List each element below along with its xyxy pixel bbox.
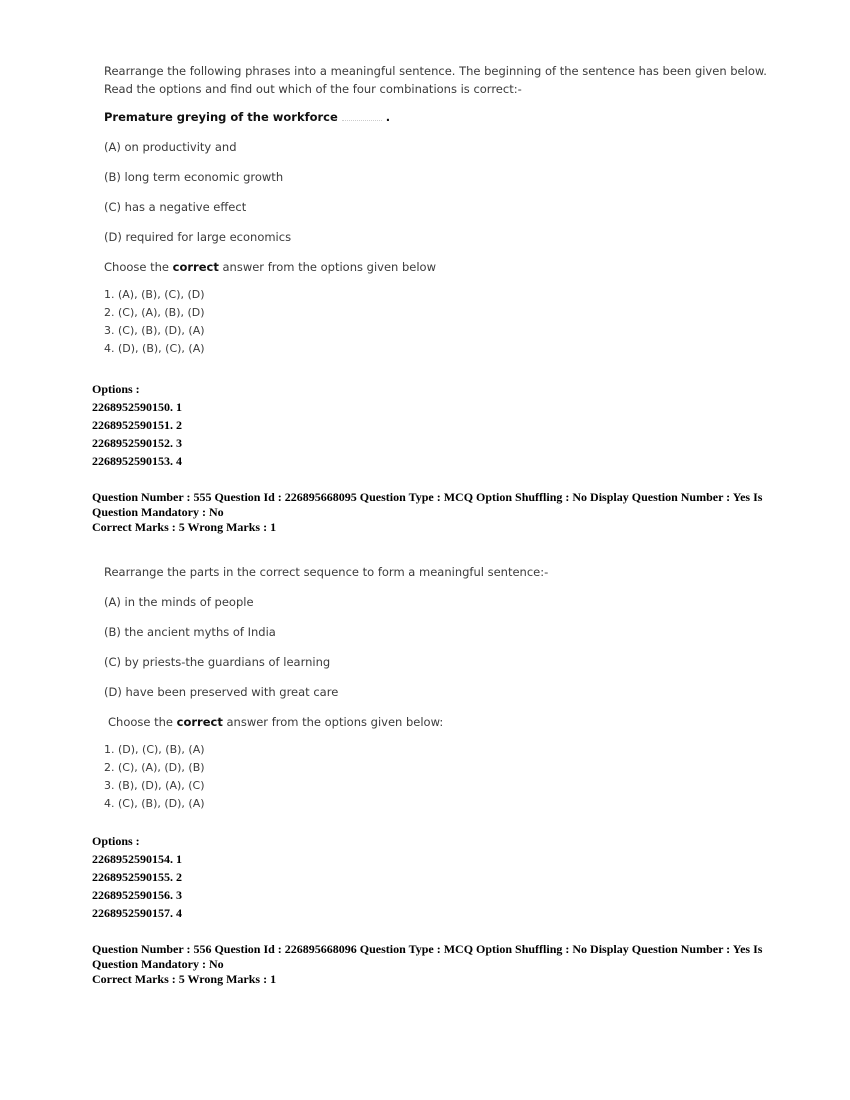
choose-bold: correct	[172, 260, 219, 274]
phrase-d: (D) required for large economics	[104, 230, 292, 244]
choose-bold: correct	[176, 715, 223, 729]
phrase-c: (C) by priests-the guardians of learning	[104, 655, 331, 669]
sentence-beginning-text: Premature greying of the workforce	[104, 110, 338, 124]
answer-combination-1: 1. (A), (B), (C), (D)	[104, 288, 205, 301]
options-title: Options :	[92, 382, 140, 396]
options-block-555	[92, 832, 182, 922]
question-meta-555	[92, 490, 772, 535]
question-meta-line-1: Question Number : 555 Question Id : 226895668095 Question Type : MCQ Option Shuffling : No Display Question Number : Yes Is	[92, 490, 763, 504]
choose-post: answer from the options given below	[222, 260, 436, 274]
phrase-b: (B) long term economic growth	[104, 170, 284, 184]
question-meta-556	[92, 942, 772, 987]
question-meta-line-2: Question Mandatory : No	[92, 505, 224, 519]
answer-combination-2: 2. (C), (A), (B), (D)	[104, 306, 205, 319]
phrase-b: (B) the ancient myths of India	[104, 625, 276, 639]
question-stem-line-1: Rearrange the following phrases into a meaningful sentence. The beginning of the sentence has been given below.	[104, 64, 767, 78]
fill-blank	[342, 120, 382, 121]
option-id-3: 2268952590156. 3	[92, 888, 182, 902]
option-id-2: 2268952590151. 2	[92, 418, 182, 432]
answer-combination-3: 3. (C), (B), (D), (A)	[104, 324, 205, 337]
question-555-body	[104, 563, 804, 813]
answer-combination-4: 4. (C), (B), (D), (A)	[104, 797, 205, 810]
option-id-4: 2268952590153. 4	[92, 454, 182, 468]
option-id-3: 2268952590152. 3	[92, 436, 182, 450]
choose-post: answer from the options given below:	[226, 715, 444, 729]
sentence-end-mark: .	[385, 110, 391, 124]
question-meta-line-3: Correct Marks : 5 Wrong Marks : 1	[92, 520, 277, 534]
choose-pre: Choose the	[108, 715, 173, 729]
answer-combinations	[104, 741, 804, 813]
question-stem-line-2: Read the options and find out which of the four combinations is correct:-	[104, 82, 522, 96]
answer-combination-4: 4. (D), (B), (C), (A)	[104, 342, 205, 355]
phrase-c: (C) has a negative effect	[104, 200, 247, 214]
option-id-2: 2268952590155. 2	[92, 870, 182, 884]
question-stem: Rearrange the parts in the correct sequence to form a meaningful sentence:-	[104, 565, 549, 579]
phrase-a: (A) in the minds of people	[104, 595, 254, 609]
choose-pre: Choose the	[104, 260, 169, 274]
choose-instruction	[104, 258, 804, 276]
option-id-1: 2268952590154. 1	[92, 852, 182, 866]
answer-combination-2: 2. (C), (A), (D), (B)	[104, 761, 205, 774]
options-block-554	[92, 380, 182, 470]
phrase-a: (A) on productivity and	[104, 140, 237, 154]
question-554-body	[104, 62, 804, 358]
answer-combinations	[104, 286, 804, 358]
question-meta-line-2: Question Mandatory : No	[92, 957, 224, 971]
question-meta-line-3: Correct Marks : 5 Wrong Marks : 1	[92, 972, 277, 986]
option-id-4: 2268952590157. 4	[92, 906, 182, 920]
option-id-1: 2268952590150. 1	[92, 400, 182, 414]
options-title: Options :	[92, 834, 140, 848]
phrase-d: (D) have been preserved with great care	[104, 685, 339, 699]
question-meta-line-1: Question Number : 556 Question Id : 226895668096 Question Type : MCQ Option Shuffling : No Display Question Number : Yes Is	[92, 942, 763, 956]
sentence-beginning	[104, 108, 804, 126]
answer-combination-3: 3. (B), (D), (A), (C)	[104, 779, 205, 792]
answer-combination-1: 1. (D), (C), (B), (A)	[104, 743, 205, 756]
choose-instruction	[104, 713, 804, 731]
